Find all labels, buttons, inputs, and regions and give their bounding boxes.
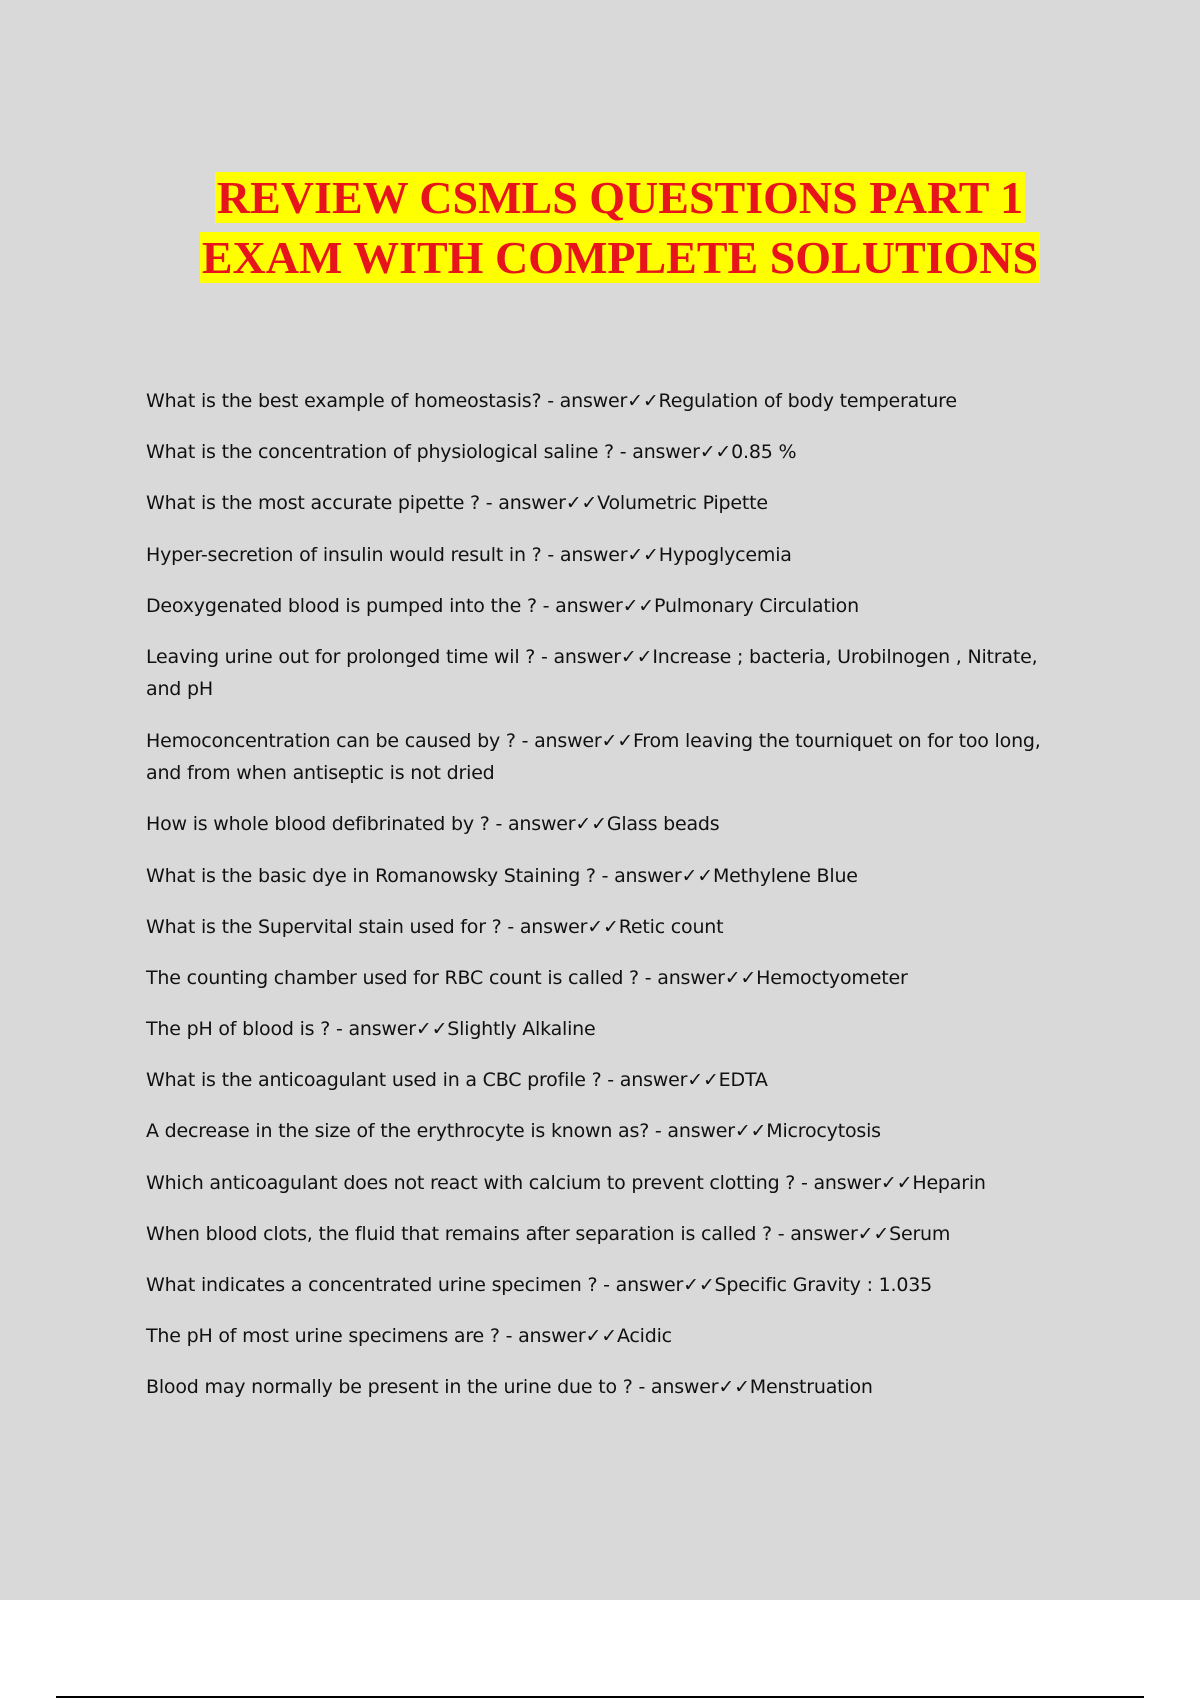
- qa-item: What is the Supervital stain used for ? - answer✓✓Retic count: [146, 915, 724, 938]
- document-title: [0, 168, 1200, 288]
- qa-item: A decrease in the size of the erythrocyte is known as? - answer✓✓Microcytosis: [146, 1120, 881, 1143]
- qa-item: What is the concentration of physiological saline ? - answer✓✓0.85 %: [146, 441, 797, 464]
- qa-item: Hyper-secretion of insulin would result in ? - answer✓✓Hypoglycemia: [146, 543, 792, 566]
- qa-item: Leaving urine out for prolonged time wil ? - answer✓✓Increase ; bacteria, Urobilnogen , Nitrate, and pH: [146, 645, 1038, 701]
- qa-item: When blood clots, the fluid that remains after separation is called ? - answer✓✓Serum: [146, 1222, 951, 1245]
- qa-item: The pH of blood is ? - answer✓✓Slightly Alkaline: [146, 1018, 596, 1041]
- bottom-divider: [56, 1696, 1144, 1698]
- qa-item: Blood may normally be present in the urine due to ? - answer✓✓Menstruation: [146, 1376, 873, 1399]
- qa-item: How is whole blood defibrinated by ? - answer✓✓Glass beads: [146, 813, 720, 836]
- title-line-2: EXAM WITH COMPLETE SOLUTIONS: [201, 232, 1039, 283]
- qa-item: What is the best example of homeostasis? - answer✓✓Regulation of body temperature: [146, 390, 957, 412]
- qa-item: What is the basic dye in Romanowsky Staining ? - answer✓✓Methylene Blue: [146, 864, 858, 887]
- qa-item: Deoxygenated blood is pumped into the ? - answer✓✓Pulmonary Circulation: [146, 594, 859, 617]
- question-answer-list: [146, 385, 1066, 1423]
- qa-item: Hemoconcentration can be caused by ? - answer✓✓From leaving the tourniquet on for too long, and from when antiseptic is not dried: [146, 729, 1041, 785]
- qa-item: What is the most accurate pipette ? - answer✓✓Volumetric Pipette: [146, 492, 768, 515]
- title-line-1: REVIEW CSMLS QUESTIONS PART 1: [216, 172, 1024, 223]
- qa-item: What indicates a concentrated urine specimen ? - answer✓✓Specific Gravity : 1.035: [146, 1274, 933, 1296]
- qa-item: Which anticoagulant does not react with calcium to prevent clotting ? - answer✓✓Heparin: [146, 1171, 986, 1194]
- qa-item: The pH of most urine specimens are ? - answer✓✓Acidic: [146, 1325, 672, 1348]
- qa-item: What is the anticoagulant used in a CBC profile ? - answer✓✓EDTA: [146, 1069, 768, 1092]
- qa-item: The counting chamber used for RBC count is called ? - answer✓✓Hemoctyometer: [146, 966, 908, 989]
